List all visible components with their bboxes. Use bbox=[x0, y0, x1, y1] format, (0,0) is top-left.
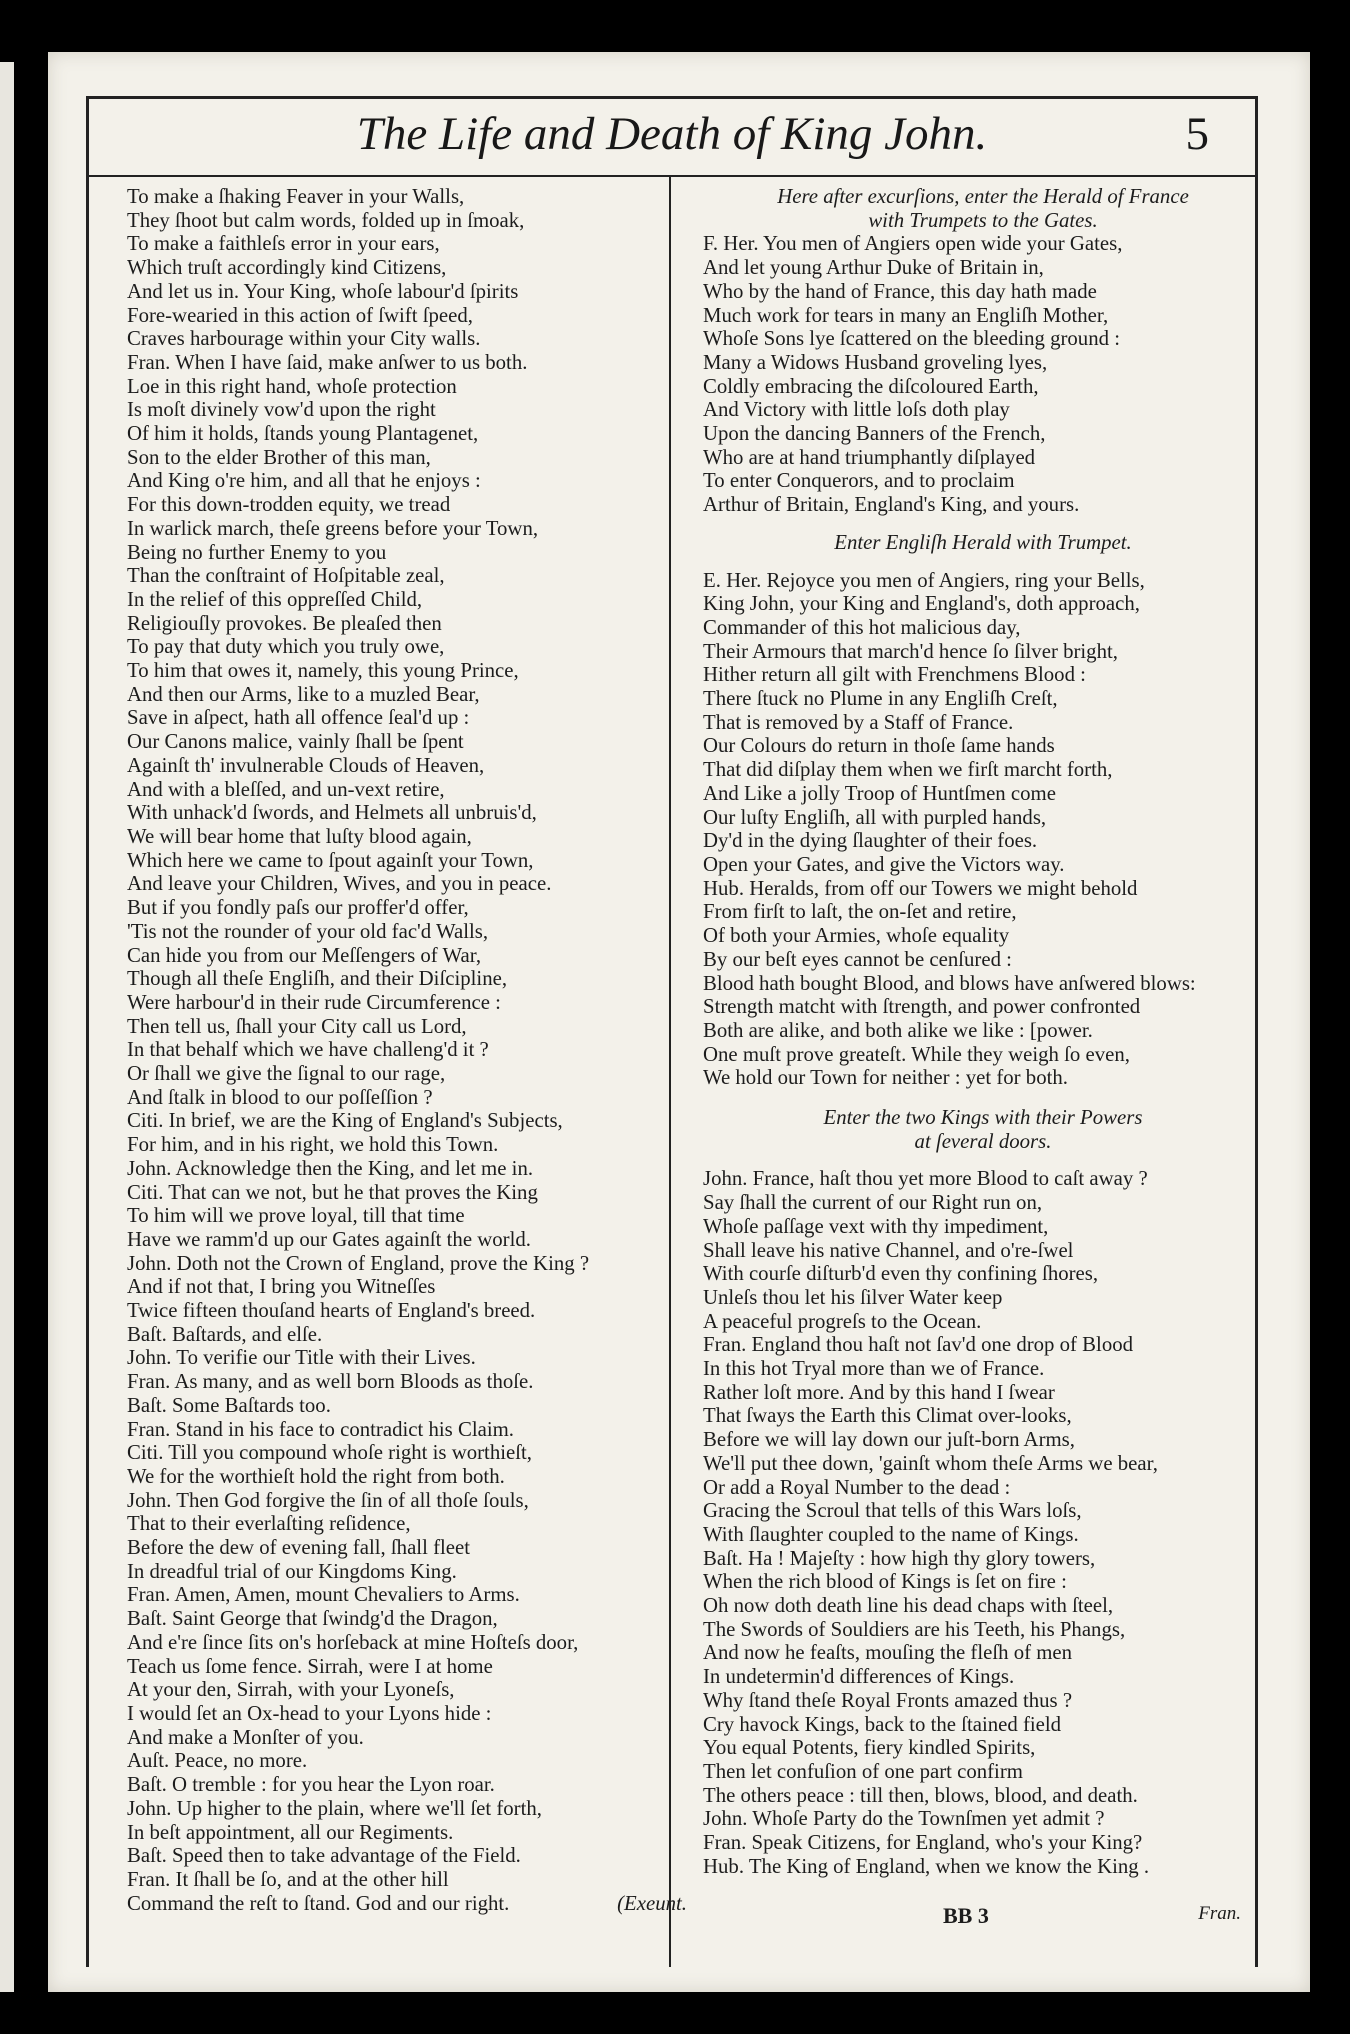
text-line: Their Armours that march'd hence ſo ſilver bright, bbox=[703, 639, 1118, 663]
text-line: That did diſplay them when we firſt marcht forth, bbox=[703, 758, 1113, 782]
text-line: Can hide you from our Meſſengers of War, bbox=[127, 943, 482, 967]
text-line: Oh now doth death line his dead chaps with ſteel, bbox=[703, 1594, 1114, 1618]
text-line: To make a ſhaking Feaver in your Walls, bbox=[127, 185, 465, 208]
text-line: Our Canons malice, vainly ſhall be ſpent bbox=[127, 730, 464, 754]
text-line: Being no further Enemy to you bbox=[127, 540, 387, 564]
text-line: And make a Monſter of you. bbox=[127, 1725, 364, 1749]
text-line: Is moſt divinely vow'd upon the right bbox=[127, 398, 436, 422]
text-line: E. Her. Rejoyce you men of Angiers, ring your Bells, bbox=[703, 568, 1145, 592]
text-line: Which here we came to ſpout againſt your Town, bbox=[127, 848, 534, 872]
text-line: Our Colours do return in thoſe ſame hands bbox=[703, 734, 1055, 758]
text-line: John. Then God forgive the ſin of all thoſe ſouls, bbox=[127, 1488, 529, 1512]
text-line: Upon the dancing Banners of the French, bbox=[703, 422, 1046, 446]
text-line: Hub. Heralds, from off our Towers we might behold bbox=[703, 876, 1138, 900]
text-line: King John, your King and England's, doth approach, bbox=[703, 592, 1140, 616]
text-line: For this down-trodden equity, we tread bbox=[127, 493, 451, 517]
text-line: And now he feaſts, mouſing the fleſh of men bbox=[703, 1641, 1073, 1665]
running-head bbox=[89, 99, 1255, 177]
text-line: Fore-wearied in this action of ſwift ſpeed, bbox=[127, 303, 473, 327]
text-line: For him, and in his right, we hold this Town. bbox=[127, 1133, 499, 1157]
text-line: We hold our Town for neither : yet for both. bbox=[703, 1066, 1068, 1090]
text-line: Citi. In brief, we are the King of England's Subjects, bbox=[127, 1109, 563, 1133]
text-line: You equal Potents, fiery kindled Spirits, bbox=[703, 1736, 1036, 1760]
text-line: At your den, Sirrah, with your Lyoneſs, bbox=[127, 1678, 455, 1702]
text-line: Who by the hand of France, this day hath made bbox=[703, 279, 1097, 303]
text-line: Fran. Amen, Amen, mount Chevaliers to Arms. bbox=[127, 1583, 520, 1607]
text-line: Fran. As many, and as well born Bloods as thoſe. bbox=[127, 1370, 534, 1394]
text-line: And e're ſince ſits on's horſeback at mine Hoſteſs door, bbox=[127, 1630, 579, 1654]
text-line: Commander of this hot malicious day, bbox=[703, 615, 1021, 639]
text-line: Or ſhall we give the ſignal to our rage, bbox=[127, 1062, 446, 1086]
text-line: Then tell us, ſhall your City call us Lord, bbox=[127, 1014, 467, 1038]
text-line: With courſe diſturb'd even thy confining ſhores, bbox=[703, 1262, 1099, 1286]
text-line: Were harbour'd in their rude Circumference : bbox=[127, 990, 501, 1014]
text-line: F. Her. You men of Angiers open wide your Gates, bbox=[703, 232, 1123, 256]
text-line: That is removed by a Staff of France. bbox=[703, 710, 1014, 734]
text-line: 'Tis not the rounder of your old fac'd Walls, bbox=[127, 919, 489, 943]
text-line: Teach us ſome fence. Sirrah, were I at home bbox=[127, 1654, 493, 1678]
text-line: John. To verifie our Title with their Lives. bbox=[127, 1346, 476, 1370]
text-line: To him will we prove loyal, till that time bbox=[127, 1204, 465, 1228]
catchword: Fran. bbox=[1198, 1903, 1241, 1924]
text-line: There ſtuck no Plume in any Engliſh Creſt, bbox=[703, 687, 1058, 711]
text-line: And let young Arthur Duke of Britain in, bbox=[703, 256, 1044, 280]
text-line: And with a bleſſed, and un-vext retire, bbox=[127, 777, 445, 801]
text-line: In warlick march, theſe greens before your Town, bbox=[127, 516, 539, 540]
text-line: Both are alike, and both alike we like : [power. bbox=[703, 1018, 1093, 1042]
page-number: 5 bbox=[1185, 108, 1209, 160]
text-line: But if you fondly paſs our proffer'd offer, bbox=[127, 896, 469, 920]
text-line: In beſt appointment, all our Regiments. bbox=[127, 1820, 454, 1844]
text-line: Againſt th' invulnerable Clouds of Heaven, bbox=[127, 753, 485, 777]
text-line: They ſhoot but calm words, folded up in ſmoak, bbox=[127, 208, 525, 232]
text-line: That to their everlaſting reſidence, bbox=[127, 1512, 411, 1536]
text-line: Which truſt accordingly kind Citizens, bbox=[127, 256, 447, 280]
text-line: Than the conſtraint of Hoſpitable zeal, bbox=[127, 564, 445, 588]
text-line: Fran. Stand in his face to contradict his Claim. bbox=[127, 1417, 514, 1441]
text-line: Fran. It ſhall be ſo, and at the other hill bbox=[127, 1867, 449, 1891]
text-line: With unhack'd ſwords, and Helmets all unbruis'd, bbox=[127, 801, 537, 825]
text-line: Before we will lay down our juſt-born Arms, bbox=[703, 1428, 1075, 1452]
text-line: To pay that duty which you truly owe, bbox=[127, 635, 445, 659]
text-line: Rather loſt more. And by this hand I ſwear bbox=[703, 1380, 1055, 1404]
text-line: Unleſs thou let his ſilver Water keep bbox=[703, 1285, 1003, 1309]
text-line: Craves harbourage within your City walls. bbox=[127, 327, 481, 351]
text-line: Baſt. O tremble : for you hear the Lyon roar. bbox=[127, 1773, 495, 1797]
text-line: And Victory with little loſs doth play bbox=[703, 398, 1010, 422]
text-line: Citi. That can we not, but he that proves the King bbox=[127, 1180, 538, 1204]
text-line: And let us in. Your King, whoſe labour'd ſpirits bbox=[127, 279, 519, 303]
text-line: To make a faithleſs error in your ears, bbox=[127, 232, 440, 256]
text-line: We for the worthieſt hold the right from both. bbox=[127, 1464, 505, 1488]
text-line: Open your Gates, and give the Victors way. bbox=[703, 852, 1065, 876]
text-line: Though all theſe Engliſh, and their Diſcipline, bbox=[127, 967, 508, 991]
left-column bbox=[127, 185, 687, 1915]
speech-block-french-herald bbox=[703, 232, 1263, 516]
text-line: Hither return all gilt with Frenchmens Blood : bbox=[703, 663, 1086, 687]
text-line: Who are at hand triumphantly diſplayed bbox=[703, 445, 1036, 469]
text-line: Strength matcht with ſtrength, and power confronted bbox=[703, 995, 1141, 1019]
text-line: Baſt. Saint George that ſwindg'd the Dragon, bbox=[127, 1607, 498, 1631]
text-line: And leave your Children, Wives, and you in peace. bbox=[127, 872, 552, 896]
text-line: In this hot Tryal more than we of France. bbox=[703, 1357, 1045, 1381]
stage-direction-line: Enter Engliſh Herald with Trumpet. bbox=[834, 530, 1132, 554]
text-line: And King o're him, and all that he enjoys : bbox=[127, 469, 481, 493]
text-line: One muſt prove greateſt. While they weigh ſo even, bbox=[703, 1042, 1130, 1066]
text-line: The Swords of Souldiers are his Teeth, his Phangs, bbox=[703, 1617, 1126, 1641]
speech-block-english-herald bbox=[703, 569, 1263, 1090]
stage-direction-line: Enter the two Kings with their Powers bbox=[823, 1106, 1143, 1130]
text-line: John. France, haſt thou yet more Blood to caſt away ? bbox=[703, 1167, 1148, 1191]
text-line: Of both your Armies, whoſe equality bbox=[703, 924, 1010, 948]
right-column bbox=[703, 185, 1263, 1879]
text-line: Fran. England thou haſt not ſav'd one drop of Blood bbox=[703, 1333, 1134, 1357]
text-line: Hub. The King of England, when we know the King . bbox=[703, 1854, 1150, 1878]
text-line: Auſt. Peace, no more. bbox=[127, 1749, 308, 1773]
stage-direction-line: at ſeveral doors. bbox=[914, 1129, 1052, 1153]
text-line: We'll put thee down, 'gainſt whom theſe Arms we bear, bbox=[703, 1451, 1158, 1475]
text-line: John. Whoſe Party do the Townſmen yet admit ? bbox=[703, 1807, 1105, 1831]
text-line: Command the reſt to ſtand. God and our right. bbox=[127, 1891, 510, 1915]
stage-direction-two-kings bbox=[703, 1106, 1263, 1153]
text-line: John. Up higher to the plain, where we'll ſet forth, bbox=[127, 1796, 542, 1820]
text-line: I would ſet an Ox-head to your Lyons hide : bbox=[127, 1702, 492, 1725]
text-line: With ſlaughter coupled to the name of Kings. bbox=[703, 1522, 1079, 1546]
text-line: To him that owes it, namely, this young Prince, bbox=[127, 659, 519, 683]
text-line: Many a Widows Husband groveling lyes, bbox=[703, 350, 1048, 374]
text-line: In the relief of this oppreſſed Child, bbox=[127, 587, 423, 611]
text-line: Why ſtand theſe Royal Fronts amazed thus ? bbox=[703, 1688, 1073, 1712]
exeunt-direction: (Exeunt. bbox=[617, 1891, 687, 1915]
text-line: The others peace : till then, blows, blood, and death. bbox=[703, 1783, 1138, 1807]
text-line: Son to the elder Brother of this man, bbox=[127, 445, 431, 469]
text-line: By our beſt eyes cannot be cenſured : bbox=[703, 947, 1012, 971]
text-line: A peaceful progreſs to the Ocean. bbox=[703, 1309, 982, 1333]
text-line: Of him it holds, ſtands young Plantagenet, bbox=[127, 422, 479, 446]
text-line: Baſt. Baſtards, and elſe. bbox=[127, 1322, 323, 1346]
text-line: And then our Arms, like to a muzled Bear, bbox=[127, 682, 480, 706]
text-line: Fran. Speak Citizens, for England, who's your King? bbox=[703, 1831, 1143, 1855]
text-line: Shall leave his native Channel, and o're-ſwel bbox=[703, 1238, 1074, 1262]
text-line: Citi. Till you compound whoſe right is worthieſt, bbox=[127, 1441, 532, 1465]
text-line: Have we ramm'd up our Gates againſt the world. bbox=[127, 1227, 531, 1251]
text-line: Our luſty Engliſh, all with purpled hands, bbox=[703, 805, 1047, 829]
text-line: Baſt. Speed then to take advantage of the Field. bbox=[127, 1844, 521, 1868]
text-line: Save in aſpect, hath all offence ſeal'd up : bbox=[127, 706, 470, 730]
text-line: Baſt. Some Baſtards too. bbox=[127, 1393, 331, 1417]
text-line: Whoſe paſſage vext with thy impediment, bbox=[703, 1214, 1049, 1238]
stage-direction-line: with Trumpets to the Gates. bbox=[868, 208, 1098, 232]
text-line: John. Acknowledge then the King, and let me in. bbox=[127, 1156, 534, 1180]
stage-direction-english-herald bbox=[703, 531, 1263, 555]
text-line: Dy'd in the dying ſlaughter of their foes. bbox=[703, 829, 1038, 853]
text-line: And if not that, I bring you Witneſſes bbox=[127, 1275, 436, 1299]
text-line: When the rich blood of Kings is ſet on fire : bbox=[703, 1570, 1067, 1594]
stage-direction-herald-france bbox=[703, 185, 1263, 232]
page-title: The Life and Death of King John. bbox=[356, 108, 988, 160]
text-line: Or add a Royal Number to the dead : bbox=[703, 1475, 1011, 1499]
stage-direction-line: Here after excurſions, enter the Herald of France bbox=[777, 185, 1189, 208]
text-line: Blood hath bought Blood, and blows have anſwered blows: bbox=[703, 971, 1196, 995]
text-line: In dreadful trial of our Kingdoms King. bbox=[127, 1559, 457, 1583]
text-line: That ſways the Earth this Climat over-looks, bbox=[703, 1404, 1072, 1428]
text-line: Then let confuſion of one part confirm bbox=[703, 1760, 1023, 1783]
text-line: Whoſe Sons lye ſcattered on the bleeding ground : bbox=[703, 327, 1120, 351]
text-line: In undetermin'd differences of Kings. bbox=[703, 1665, 1015, 1689]
text-line: From firſt to laſt, the on-ſet and retire, bbox=[703, 900, 1017, 924]
text-line: Arthur of Britain, England's King, and yours. bbox=[703, 493, 1080, 517]
text-line: In that behalf which we have challeng'd it ? bbox=[127, 1038, 489, 1062]
speech-block-kings bbox=[703, 1167, 1263, 1878]
text-line: Loe in this right hand, whoſe protection bbox=[127, 374, 457, 398]
book-page bbox=[48, 52, 1310, 1992]
text-line: Cry havock Kings, back to the ſtained field bbox=[703, 1712, 1062, 1736]
previous-page-edge bbox=[0, 62, 14, 1992]
signature-mark: BB 3 bbox=[943, 1903, 989, 1928]
text-line: Say ſhall the current of our Right run on, bbox=[703, 1191, 1043, 1215]
text-line: We will bear home that luſty blood again, bbox=[127, 824, 472, 848]
text-line: Before the dew of evening fall, ſhall fleet bbox=[127, 1536, 471, 1560]
text-line: Baſt. Ha ! Majeſty : how high thy glory towers, bbox=[703, 1546, 1096, 1570]
text-line: John. Doth not the Crown of England, prove the King ? bbox=[127, 1251, 590, 1275]
page-frame bbox=[86, 96, 1258, 1967]
text-line: To enter Conquerors, and to proclaim bbox=[703, 469, 1015, 493]
text-line: Twice fifteen thouſand hearts of England's breed. bbox=[127, 1299, 536, 1323]
text-line: And Like a jolly Troop of Huntſmen come bbox=[703, 781, 1056, 805]
text-line: Coldly embracing the diſcoloured Earth, bbox=[703, 374, 1039, 398]
text-line: Religiouſly provokes. Be pleaſed then bbox=[127, 611, 442, 635]
text-line: And ſtalk in blood to our poſſeſſion ? bbox=[127, 1085, 433, 1109]
text-line: Much work for tears in many an Engliſh Mother, bbox=[703, 303, 1109, 327]
text-line: Fran. When I have ſaid, make anſwer to us both. bbox=[127, 350, 528, 374]
text-line: Gracing the Scroul that tells of this Wars loſs, bbox=[703, 1499, 1082, 1523]
